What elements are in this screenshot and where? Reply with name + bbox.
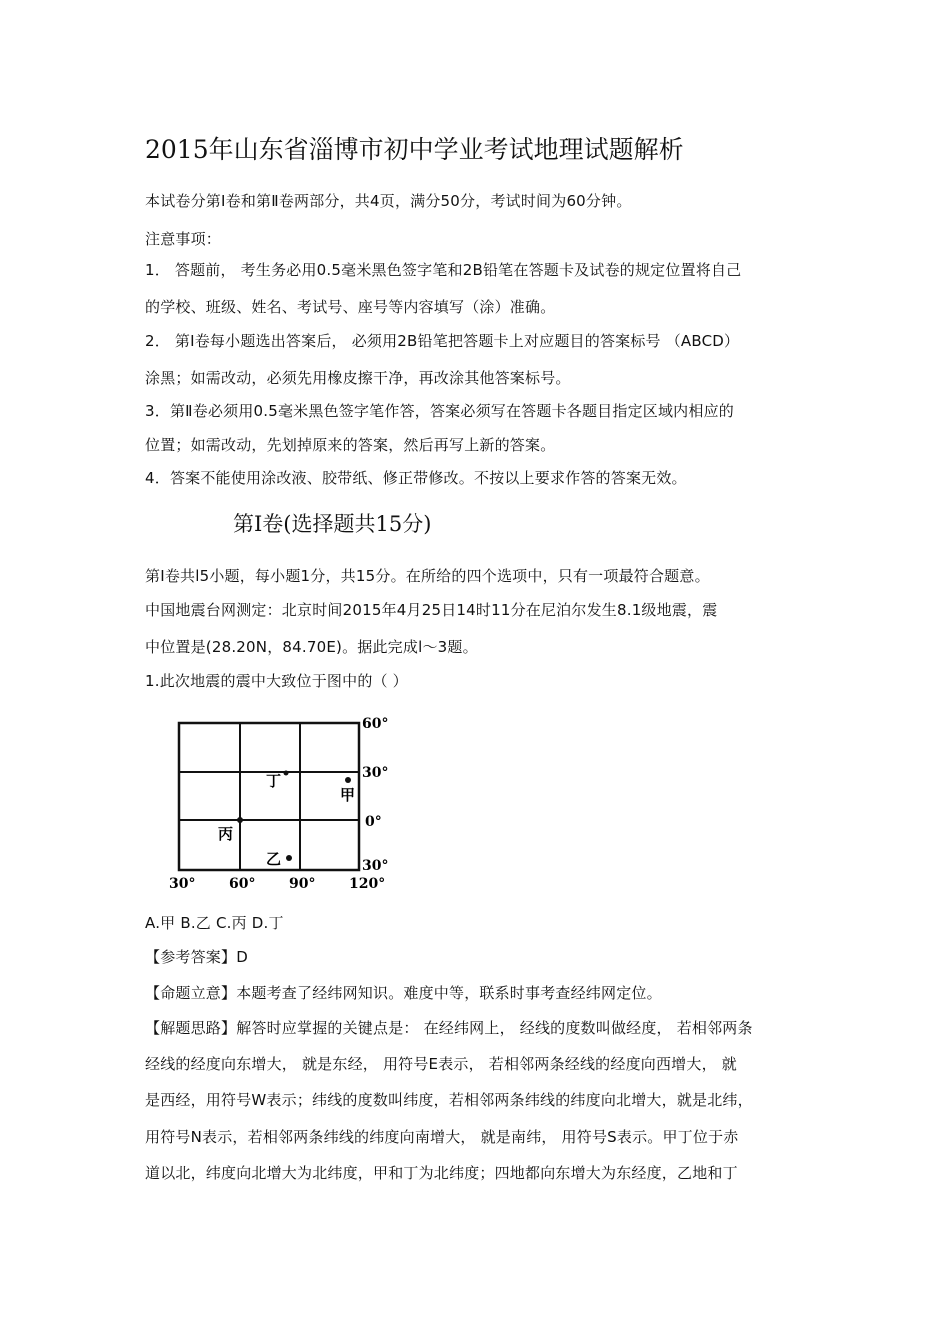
section-line: 第I卷共l5小题，每小题1分，共15分。在所给的四个选项中，只有一项最符合题意。 (145, 567, 710, 585)
lat-label: 30° (362, 858, 389, 874)
lat-label: 60° (362, 716, 389, 732)
section-line: 中国地震台网测定：北京时间2015年4月25日14时11分在尼泊尔发生8.1级地震，震 (145, 601, 718, 619)
point-ding (284, 771, 289, 776)
notice-heading: 注意事项： (145, 230, 222, 248)
point-label-bing: 丙 (218, 825, 234, 843)
point-bing (237, 817, 243, 823)
lon-label: 30° (169, 876, 196, 892)
document-title: 2015年山东省淄博市初中学业考试地理试题解析 (145, 135, 684, 164)
lat-lon-grid-figure (162, 706, 402, 896)
lat-label: 0° (365, 814, 382, 830)
point-jia (345, 777, 351, 783)
notice-line: 3．第Ⅱ卷必须用0.5毫米黑色签字笔作答，答案必须写在答题卡各题目指定区域内相应的 (145, 402, 734, 420)
notice-line: 涂黑；如需改动，必须先用橡皮擦干净，再改涂其他答案标号。 (145, 369, 571, 387)
notice-line: 4．答案不能使用涂改液、胶带纸、修正带修改。不按以上要求作答的答案无效。 (145, 469, 687, 487)
lon-label: 60° (229, 876, 256, 892)
section-line: 中位置是(28.20N，84.70E)。据此完成l～3题。 (145, 638, 478, 656)
lon-label: 90° (289, 876, 316, 892)
point-label-ding: 丁 (266, 772, 282, 790)
analysis-line: 是西经，用符号W表示；纬线的度数叫纬度，若相邻两条纬线的纬度向北增大，就是北纬， (145, 1091, 753, 1109)
point-yi (286, 855, 292, 861)
analysis-line: 经线的经度向东增大， 就是东经， 用符号E表示， 若相邻两条经线的经度向西增大， 就 (145, 1055, 737, 1073)
notice-line: 1． 答题前， 考生务必用0.5毫米黑色签字笔和2B铅笔在答题卡及试卷的规定位置将自己 (145, 261, 742, 279)
question-text: 1.此次地震的震中大致位于图中的（ ） (145, 672, 408, 690)
point-label-jia: 甲 (340, 786, 356, 804)
notice-line: 位置；如需改动，先划掉原来的答案，然后再写上新的答案。 (145, 436, 556, 454)
analysis-line: 【解题思路】解答时应掌握的关键点是： 在经纬网上， 经线的度数叫做经度， 若相邻两条 (145, 1019, 753, 1037)
question-intent: 【命题立意】本题考查了经纬网知识。难度中等，联系时事考查经纬网定位。 (145, 984, 662, 1002)
lon-label: 120° (349, 876, 386, 892)
notice-line: 2． 第Ⅰ卷每小题选出答案后， 必须用2B铅笔把答题卡上对应题目的答案标号 （ABCD） (145, 332, 740, 350)
lat-label: 30° (362, 765, 389, 781)
section-title: 第I卷(选择题共15分) (233, 512, 432, 536)
point-label-yi: 乙 (266, 850, 282, 868)
notice-line: 的学校、班级、姓名、考试号、座号等内容填写（涂）准确。 (145, 298, 556, 316)
intro-text: 本试卷分第Ⅰ卷和第Ⅱ卷两部分，共4页，满分50分，考试时间为60分钟。 (145, 192, 632, 210)
answer-options: A.甲 B.乙 C.丙 D.丁 (145, 914, 284, 932)
analysis-line: 道以北，纬度向北增大为北纬度，甲和丁为北纬度；四地都向东增大为东经度，乙地和丁 (145, 1164, 738, 1182)
analysis-line: 用符号N表示，若相邻两条纬线的纬度向南增大， 就是南纬， 用符号S表示。甲丁位于赤 (145, 1128, 739, 1146)
reference-answer: 【参考答案】D (145, 948, 248, 966)
